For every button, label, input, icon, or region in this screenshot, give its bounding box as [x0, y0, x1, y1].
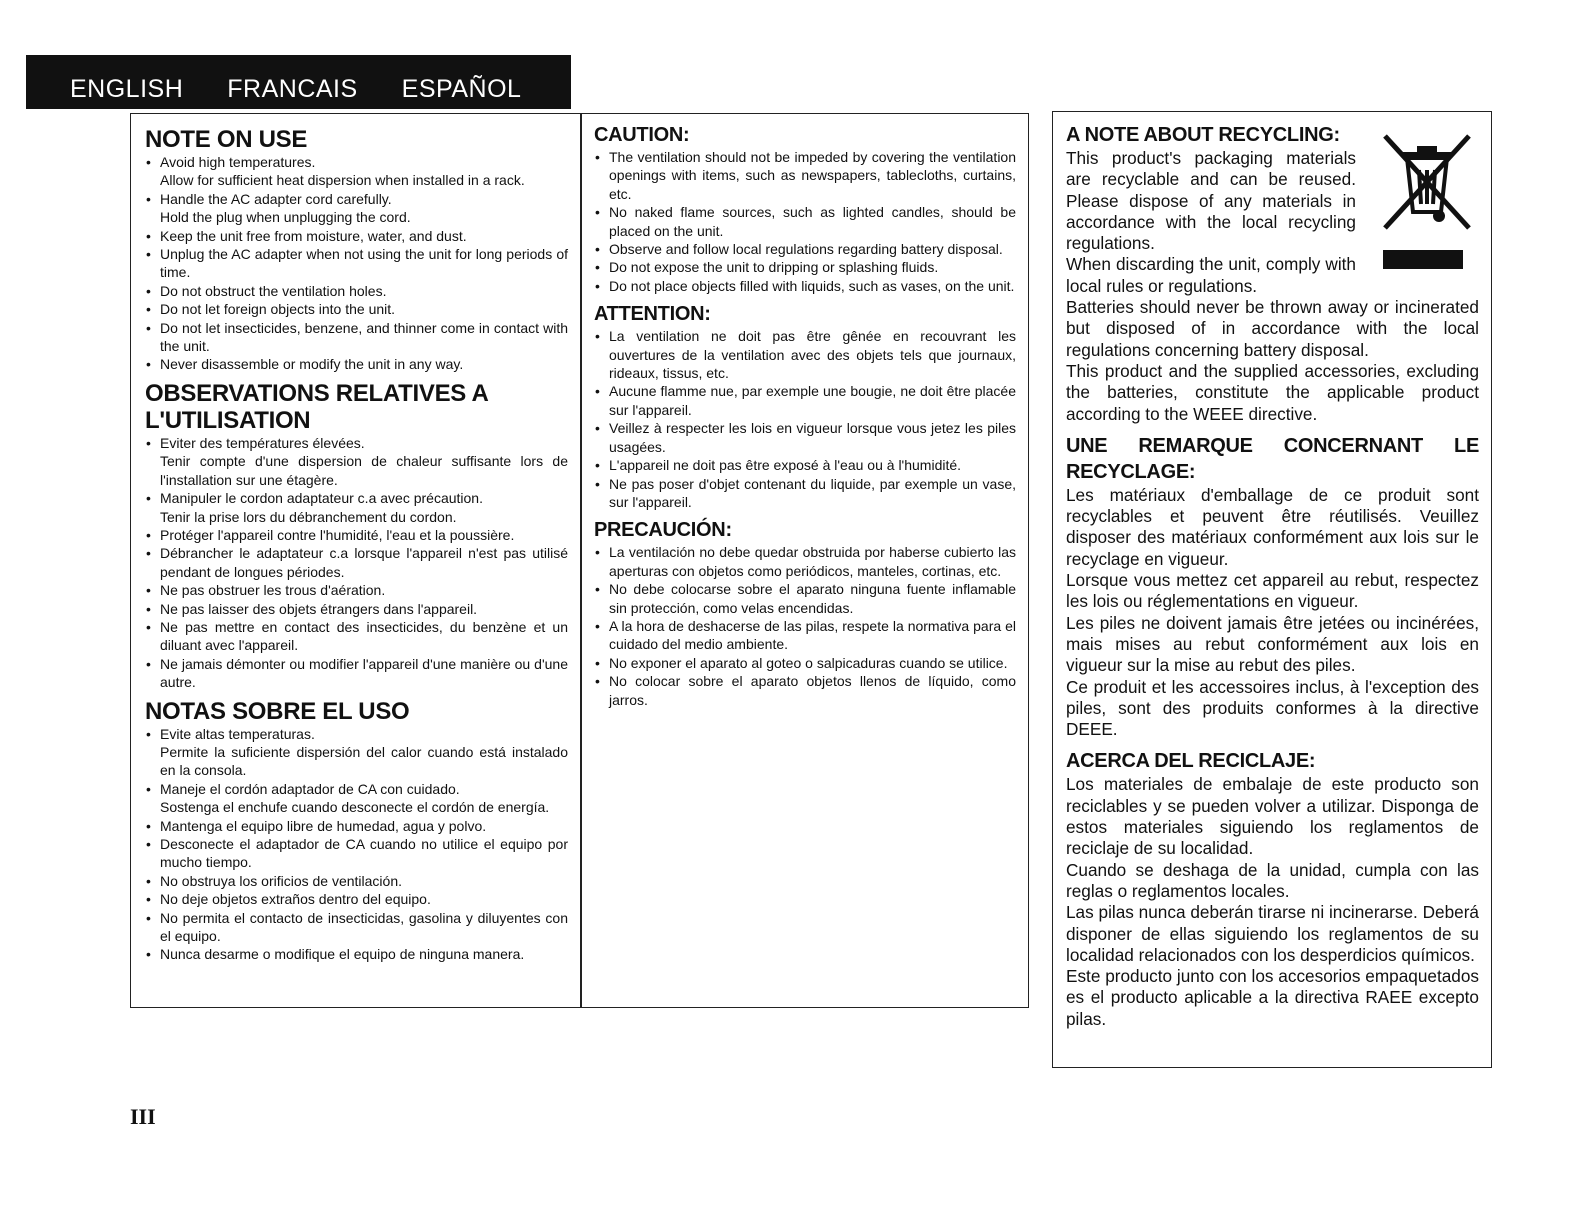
- black-bar-mark: [1383, 250, 1463, 269]
- list-item: • Ne jamais démonter ou modifier l'appareil d'une manière ou d'une autre.: [145, 655, 568, 692]
- list-item: • Veillez à respecter les lois en vigueur lorsque vous jetez les piles usagées.: [594, 419, 1016, 456]
- list-item: • Avoid high temperatures. Allow for sufficient heat dispersion when installed in a rack.: [145, 153, 568, 190]
- paragraph: Las pilas nunca deberán tirarse ni incinerarse. Deberá disponer de ellas siguiendo los reglamentos de su localidad relacionados con los desperdicios químicos.: [1066, 902, 1479, 965]
- language-header-bar: [26, 55, 571, 109]
- paragraph: Lorsque vous mettez cet appareil au rebut, respectez les lois ou réglementations en vigueur.: [1066, 570, 1479, 612]
- list-item: • Manipuler le cordon adaptateur c.a avec précaution. Tenir la prise lors du débranchement du cordon.: [145, 489, 568, 526]
- bullet-list: [594, 148, 1016, 295]
- list-item: • Do not let insecticides, benzene, and thinner come in contact with the unit.: [145, 319, 568, 356]
- paragraph: Los materiales de embalaje de este producto son reciclables y se pueden volver a utilizar. Disponga de estos materiales siguiendo los reglamentos de reciclaje de su localidad.: [1066, 774, 1479, 859]
- column-recycling: [1066, 122, 1479, 1038]
- paragraph: This product's packaging materials are recyclable and can be reused. Please dispose of any materials in accordance with the local recycling regulations.: [1066, 148, 1356, 254]
- list-item: • Nunca desarme o modifique el equipo de ninguna manera.: [145, 945, 568, 963]
- paragraph: Les piles ne doivent jamais être jetées ou incinérées, mais mises au rebut conformément aux lois en vigueur sur la mise au rebut des piles.: [1066, 612, 1479, 676]
- page-number: III: [130, 1104, 156, 1129]
- column-notes-on-use: [145, 126, 568, 970]
- paragraph: Este producto junto con los accesorios empaquetados es el producto aplicable a la directiva RAEE excepto pilas.: [1066, 966, 1479, 1029]
- paragraph: Cuando se deshaga de la unidad, cumpla con las reglas o reglamentos locales.: [1066, 859, 1479, 901]
- paragraph: Ce produit et les accessoires inclus, à l'exception des piles, sont des produits conformes à la directive DEEE.: [1066, 676, 1479, 740]
- list-item: • Aucune flamme nue, par exemple une bougie, ne doit être placée sur l'appareil.: [594, 382, 1016, 419]
- section-note-on-use: [145, 126, 568, 374]
- section-title: NOTAS SOBRE EL USO: [145, 697, 410, 725]
- paragraph: Batteries should never be thrown away or incinerated but disposed of in accordance with the local regulations concerning battery disposal.: [1066, 297, 1479, 360]
- paragraph: This product and the supplied accessories, excluding the batteries, constitute the applicable product according to the WEEE directive.: [1066, 360, 1479, 424]
- section-attention: [594, 301, 1016, 511]
- list-item: • L'appareil ne doit pas être exposé à l'eau ou à l'humidité.: [594, 456, 1016, 474]
- section-notas: [145, 698, 568, 964]
- list-item: • Protéger l'appareil contre l'humidité, l'eau et la poussière.: [145, 526, 568, 544]
- list-item: • No naked flame sources, such as lighted candles, should be placed on the unit.: [594, 203, 1016, 240]
- bullet-list: [145, 434, 568, 692]
- list-item: • Débrancher le adaptateur c.a lorsque l'appareil n'est pas utilisé pendant de longues périodes.: [145, 544, 568, 581]
- bullet-list: [594, 327, 1016, 511]
- section-recycling-en: [1066, 122, 1479, 425]
- section-title: PRECAUCIÓN:: [594, 519, 732, 542]
- list-item: • Evite altas temperaturas. Permite la suficiente dispersión del calor cuando está instalado en la consola.: [145, 725, 568, 780]
- list-item: • Ne pas obstruer les trous d'aération.: [145, 581, 568, 599]
- section-observations: [145, 380, 568, 692]
- list-item: • Eviter des températures élevées. Tenir compte d'une dispersion de chaleur suffisante lors de l'installation sur une étagère.: [145, 434, 568, 489]
- list-item: • Ne pas mettre en contact des insecticides, du benzène et un diluant avec l'appareil.: [145, 618, 568, 655]
- section-title: CAUTION:: [594, 124, 690, 146]
- list-item: • Do not place objects filled with liquids, such as vases, on the unit.: [594, 277, 1016, 295]
- list-item: • The ventilation should not be impeded by covering the ventilation openings with items, such as newspapers, tablecloths, curtains, etc.: [594, 148, 1016, 203]
- section-title: ATTENTION:: [594, 303, 711, 326]
- list-item: • No colocar sobre el aparato objetos llenos de líquido, como jarros.: [594, 672, 1016, 709]
- crossed-out-wheelie-bin-icon: [1379, 130, 1475, 234]
- paragraph: Les matériaux d'emballage de ce produit sont recyclables et peuvent être réutilisés. Veuillez disposer des matériaux conformément aux lois sur le recyclage en vigueur.: [1066, 484, 1479, 569]
- list-item: • No debe colocarse sobre el aparato ninguna fuente inflamable sin protección, como velas encendidas.: [594, 580, 1016, 617]
- bullet-list: [145, 725, 568, 964]
- bullet-list: [594, 543, 1016, 709]
- lang-espanol: ESPAÑOL: [401, 75, 522, 103]
- list-item: • Desconecte el adaptador de CA cuando no utilice el equipo por mucho tiempo.: [145, 835, 568, 872]
- section-caution: [594, 122, 1016, 295]
- section-title: UNE REMARQUE CONCERNANT LE RECYCLAGE:: [1066, 434, 1479, 483]
- list-item: • La ventilation ne doit pas être gênée en recouvrant les ouvertures de la ventilation avec des objets tels que journaux, rideaux, tissus, etc.: [594, 327, 1016, 382]
- lang-english: ENGLISH: [70, 75, 184, 103]
- list-item: • Maneje el cordón adaptador de CA con cuidado. Sostenga el enchufe cuando desconecte el cordón de energía.: [145, 780, 568, 817]
- list-item: • Ne pas poser d'objet contenant du liquide, par exemple un vase, sur l'appareil.: [594, 475, 1016, 512]
- list-item: • Unplug the AC adapter when not using the unit for long periods of time.: [145, 245, 568, 282]
- list-item: • Handle the AC adapter cord carefully. Hold the plug when unplugging the cord.: [145, 190, 568, 227]
- list-item: • No deje objetos extraños dentro del equipo.: [145, 890, 568, 908]
- list-item: • No obstruya los orificios de ventilación.: [145, 872, 568, 890]
- bullet-list: [145, 153, 568, 374]
- list-item: • Ne pas laisser des objets étrangers dans l'appareil.: [145, 600, 568, 618]
- list-item: • Observe and follow local regulations regarding battery disposal.: [594, 240, 1016, 258]
- list-item: • No exponer el aparato al goteo o salpicaduras cuando se utilice.: [594, 654, 1016, 672]
- list-item: • Keep the unit free from moisture, water, and dust.: [145, 227, 568, 245]
- column-cautions: [594, 122, 1016, 715]
- paragraph: When discarding the unit, comply with local rules or regulations.: [1066, 254, 1356, 296]
- list-item: • La ventilación no debe quedar obstruida por haberse cubierto las aperturas con objetos como periódicos, manteles, cortinas, etc.: [594, 543, 1016, 580]
- section-title: NOTE ON USE: [145, 126, 308, 153]
- list-item: • A la hora de deshacerse de las pilas, respete la normativa para el cuidado del medio ambiente.: [594, 617, 1016, 654]
- list-item: • Mantenga el equipo libre de humedad, agua y polvo.: [145, 817, 568, 835]
- list-item: • No permita el contacto de insecticidas, gasolina y diluyentes con el equipo.: [145, 909, 568, 946]
- list-item: • Do not let foreign objects into the unit.: [145, 300, 568, 318]
- section-title: OBSERVATIONS RELATIVES A L'UTILISATION: [145, 379, 488, 434]
- section-recycling-es: [1066, 748, 1479, 1030]
- list-item: • Do not obstruct the ventilation holes.: [145, 282, 568, 300]
- section-precaucion: [594, 517, 1016, 709]
- section-title: A NOTE ABOUT RECYCLING:: [1066, 124, 1340, 146]
- section-title: ACERCA DEL RECICLAJE:: [1066, 750, 1316, 773]
- lang-francais: FRANCAIS: [227, 75, 358, 103]
- column-divider: [580, 113, 582, 1008]
- list-item: • Do not expose the unit to dripping or splashing fluids.: [594, 258, 1016, 276]
- section-recycling-fr: [1066, 433, 1479, 741]
- list-item: • Never disassemble or modify the unit in any way.: [145, 355, 568, 373]
